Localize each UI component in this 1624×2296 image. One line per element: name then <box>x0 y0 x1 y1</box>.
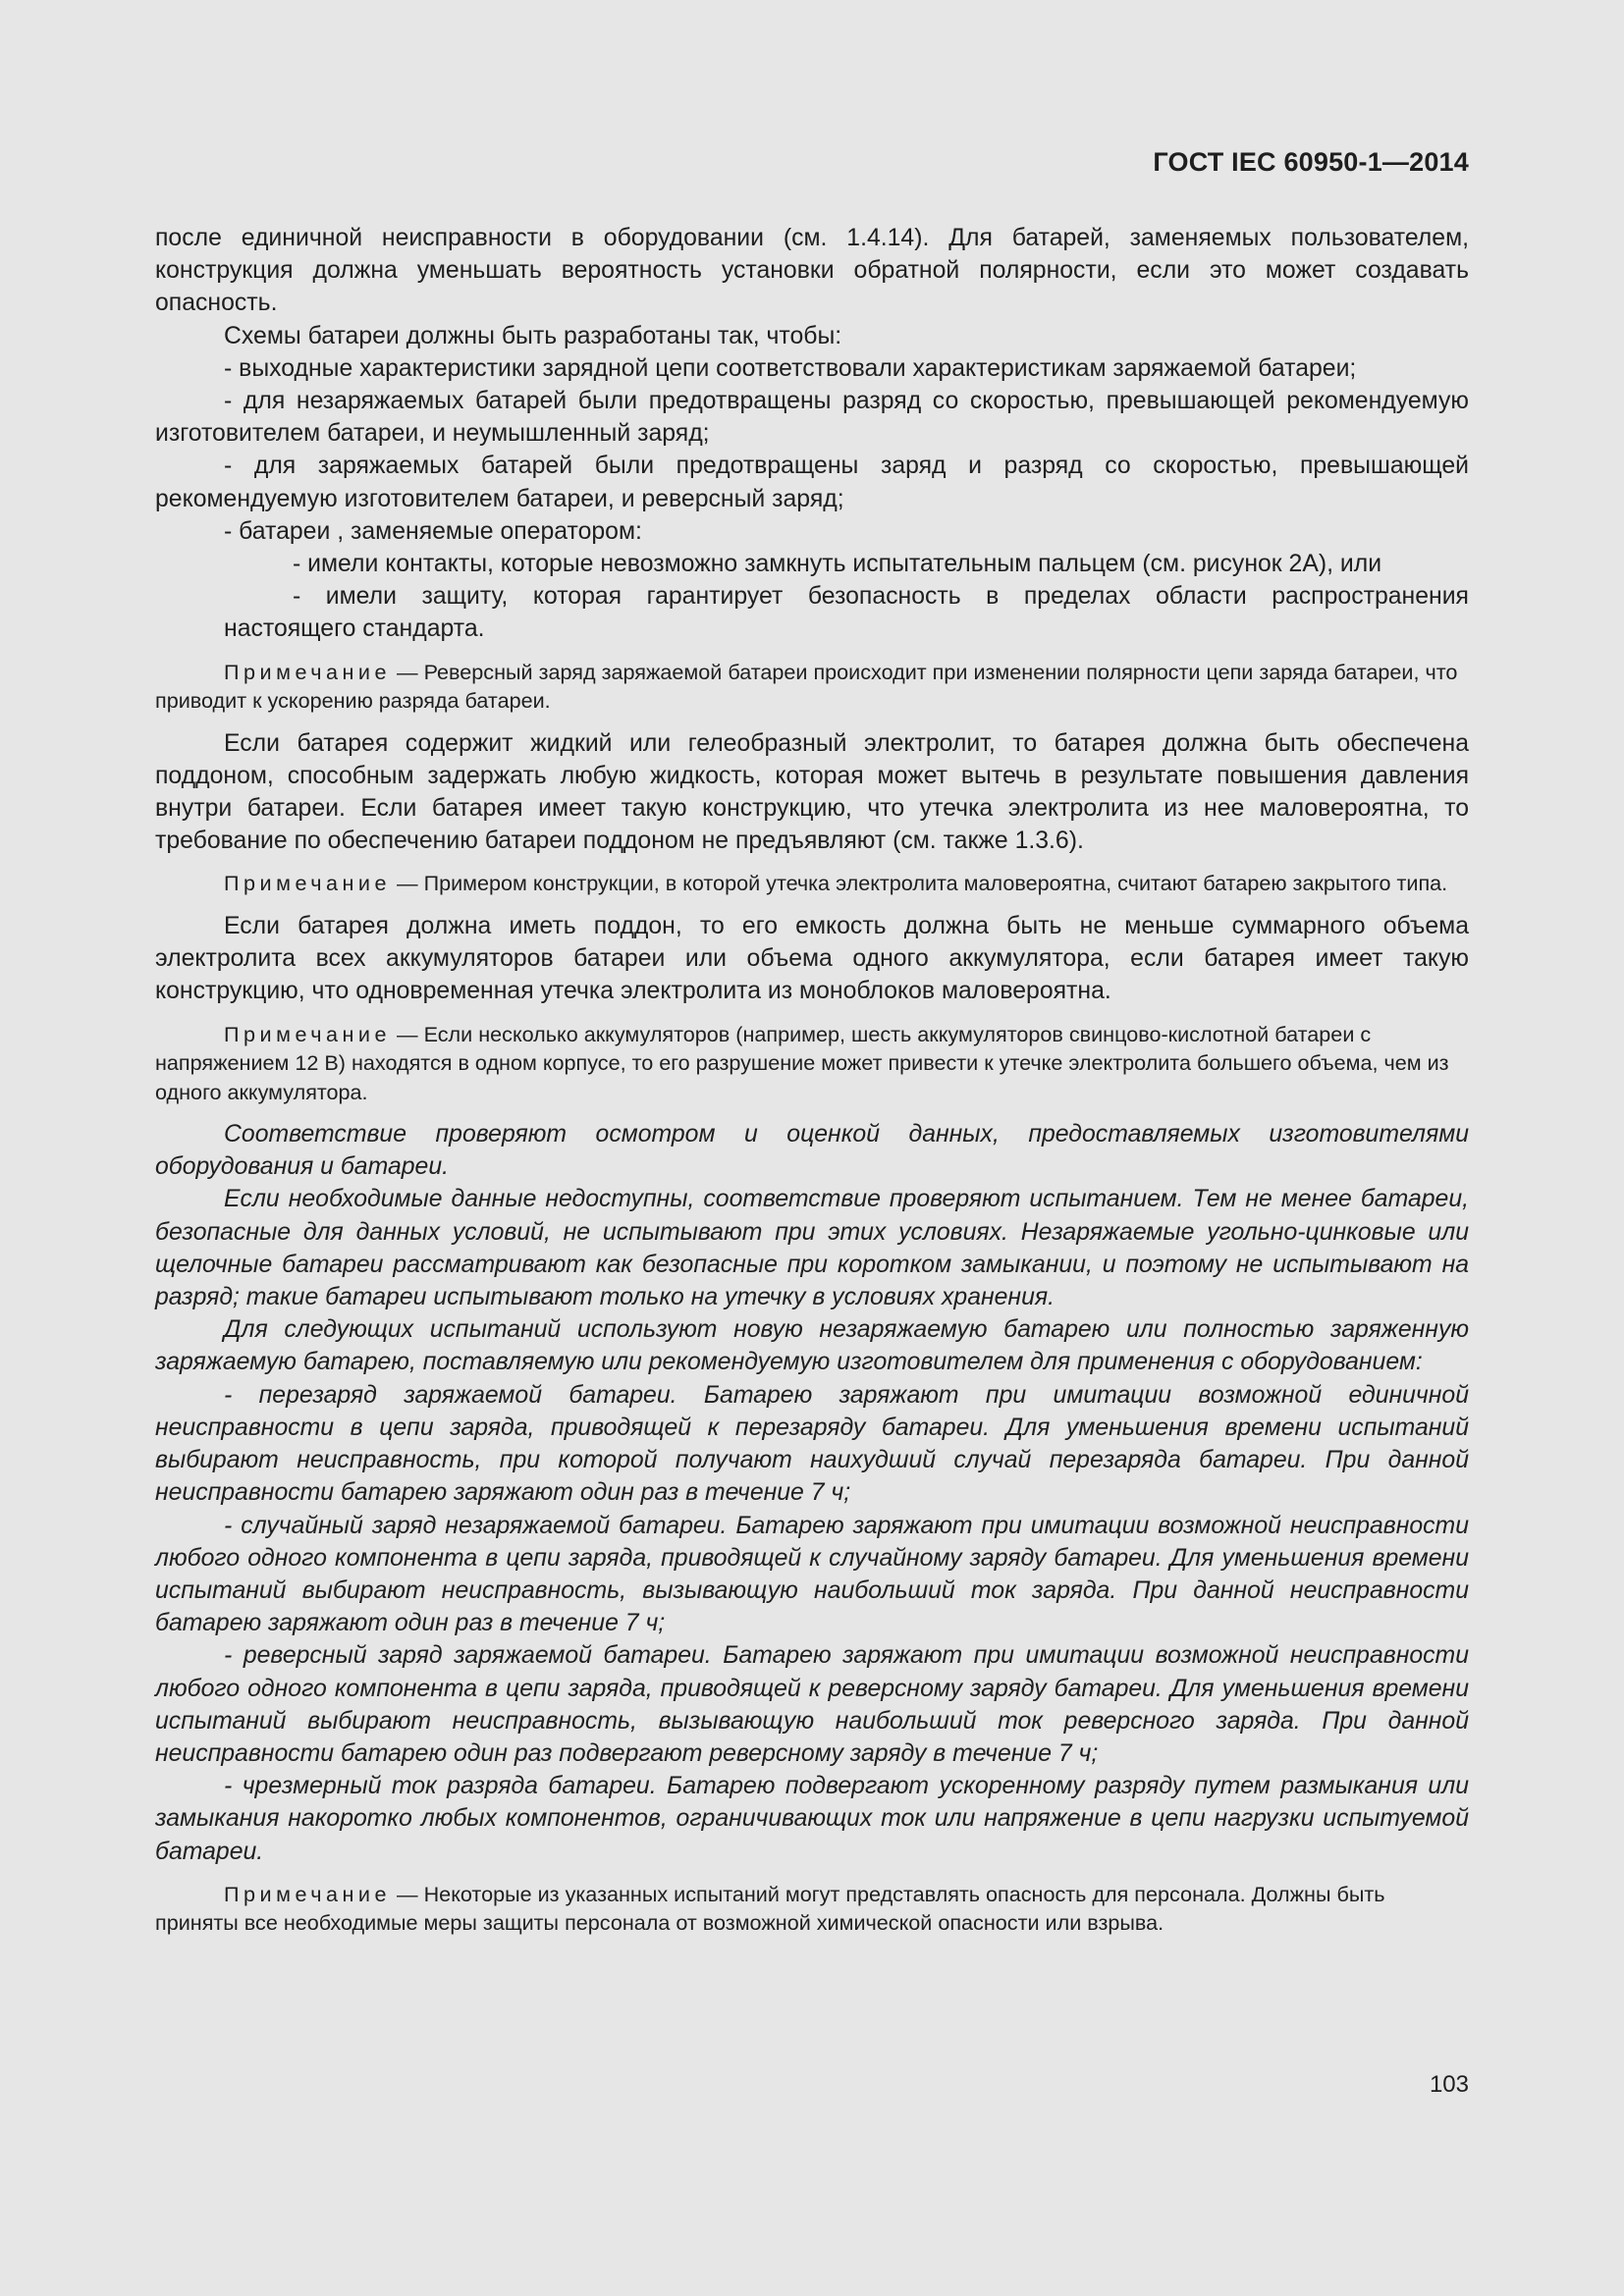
paragraph-continuation: настоящего стандарта. <box>224 615 485 643</box>
paragraph: Схемы батареи должны быть разработаны так, чтобы: <box>224 322 842 349</box>
note-text: — Если несколько аккумуляторов (например, шесть аккумуляторов свинцово-кислотной батареи с напряжением 12 В) находятся в одном корпусе, то его разрушение может привести к утечке электролита большего объема, чем из одного аккумулятора. <box>155 1021 1449 1104</box>
sub-list-item: - имели защиту, которая гарантирует безопасность в пределах области распространения <box>293 583 1469 611</box>
paragraph: Если батарея содержит жидкий или гелеобразный электролит, то батарея должна быть обеспечена поддоном, способным задержать любую жидкость, которая может вытечь в результате повышения давления внутри батареи. Если батарея имеет такую конструкцию, что утечка электролита из нее маловероятна, то требование по обеспечению батареи поддоном не предъявляют (см. также 1.3.6). <box>155 729 1469 855</box>
list-item: - для незаряжаемых батарей были предотвращены разряд со скоростью, превышающей рекомендуемую изготовителем батареи, и неумышленный заряд; <box>155 388 1469 448</box>
list-item-italic: - реверсный заряд заряжаемой батареи. Батарею заряжают при имитации возможной неисправности любого одного компонента в цепи заряда, приводящей к реверсному заряду батареи. Для уменьшения времени испытаний выбирают неисправность, вызывающую наибольший ток реверсного заряда. При данной неисправности батарею один раз подвергают реверсному заряду в течение 7 ч; <box>155 1642 1469 1767</box>
paragraph-italic: Если необходимые данные недоступны, соответствие проверяют испытанием. Тем не менее батареи, безопасные для данных условий, не испытывают при этих условиях. Незаряжаемые угольно-цинковые или щелочные батареи рассматривают как безопасные при коротком замыкании, и поэтому не испытывают на разряд; такие батареи испытывают только на утечку в условиях хранения. <box>155 1186 1469 1311</box>
note-label: Примечание <box>224 871 391 896</box>
note-text: — Примером конструкции, в которой утечка электролита маловероятна, считают батарею закрытого типа. <box>391 871 1448 896</box>
document-body <box>155 222 1469 1949</box>
note <box>155 1880 1469 1938</box>
list-item-italic: - случайный заряд незаряжаемой батареи. Батарею заряжают при имитации возможной неисправности любого одного компонента в цепи заряда, приводящей к случайному заряду батареи. Для уменьшения времени испытаний выбирают неисправность, вызывающую наибольший ток заряда. При данной неисправности батарею заряжают один раз в течение 7 ч; <box>155 1512 1469 1637</box>
note <box>155 869 1469 898</box>
document-page <box>155 0 1469 2296</box>
list-item: - для заряжаемых батарей были предотвращены заряд и разряд со скоростью, превышающей рекомендуемую изготовителем батареи, и реверсный заряд; <box>155 453 1469 512</box>
sub-list-item: - имели контакты, которые невозможно замкнуть испытательным пальцем (см. рисунок 2А), или <box>293 551 1382 578</box>
note <box>155 658 1469 716</box>
note <box>155 1020 1469 1107</box>
note-text: — Реверсный заряд заряжаемой батареи происходит при изменении полярности цепи заряда батареи, что приводит к ускорению разряда батареи. <box>155 659 1458 714</box>
list-item: - выходные характеристики зарядной цепи соответствовали характеристикам заряжаемой батареи; <box>224 354 1357 382</box>
paragraph: Если батарея должна иметь поддон, то его емкость должна быть не меньше суммарного объема электролита всех аккумуляторов батареи или объема одного аккумулятора, если батарея имеет такую конструкцию, что одновременная утечка электролита из моноблоков маловероятна. <box>155 912 1469 1005</box>
note-label: Примечание <box>224 1021 391 1046</box>
page-number: 103 <box>1429 2071 1469 2098</box>
list-item-italic: - перезаряд заряжаемой батареи. Батарею заряжают при имитации возможной единичной неисправности в цепи заряда, приводящей к перезаряду батареи. Для уменьшения времени испытаний выбирают неисправность, при которой получают наихудший случай перезаряда батареи. При данной неисправности батарею заряжают один раз в течение 7 ч; <box>155 1381 1469 1507</box>
paragraph-italic: Соответствие проверяют осмотром и оценкой данных, предоставляемых изготовителями оборудования и батареи. <box>155 1121 1469 1181</box>
standard-header: ГОСТ IEC 60950-1—2014 <box>1153 147 1469 177</box>
note-text: — Некоторые из указанных испытаний могут представлять опасность для персонала. Должны быть приняты все необходимые меры защиты персонала от возможной химической опасности или взрыва. <box>155 1881 1385 1936</box>
list-item: - батареи , заменяемые оператором: <box>224 517 642 545</box>
paragraph: после единичной неисправности в оборудовании (см. 1.4.14). Для батарей, заменяемых пользователем, конструкция должна уменьшать вероятность установки обратной полярности, если это может создавать опасность. <box>155 225 1469 317</box>
note-label: Примечание <box>224 1881 391 1906</box>
note-label: Примечание <box>224 659 391 684</box>
list-item-italic: - чрезмерный ток разряда батареи. Батарею подвергают ускоренному разряду путем размыкания или замыкания накоротко любых компонентов, ограничивающих ток или напряжение в цепи нагрузки испытуемой батареи. <box>155 1773 1469 1865</box>
paragraph-italic: Для следующих испытаний используют новую незаряжаемую батарею или полностью заряженную заряжаемую батарею, поставляемую или рекомендуемую изготовителем для применения с оборудованием: <box>155 1316 1469 1376</box>
